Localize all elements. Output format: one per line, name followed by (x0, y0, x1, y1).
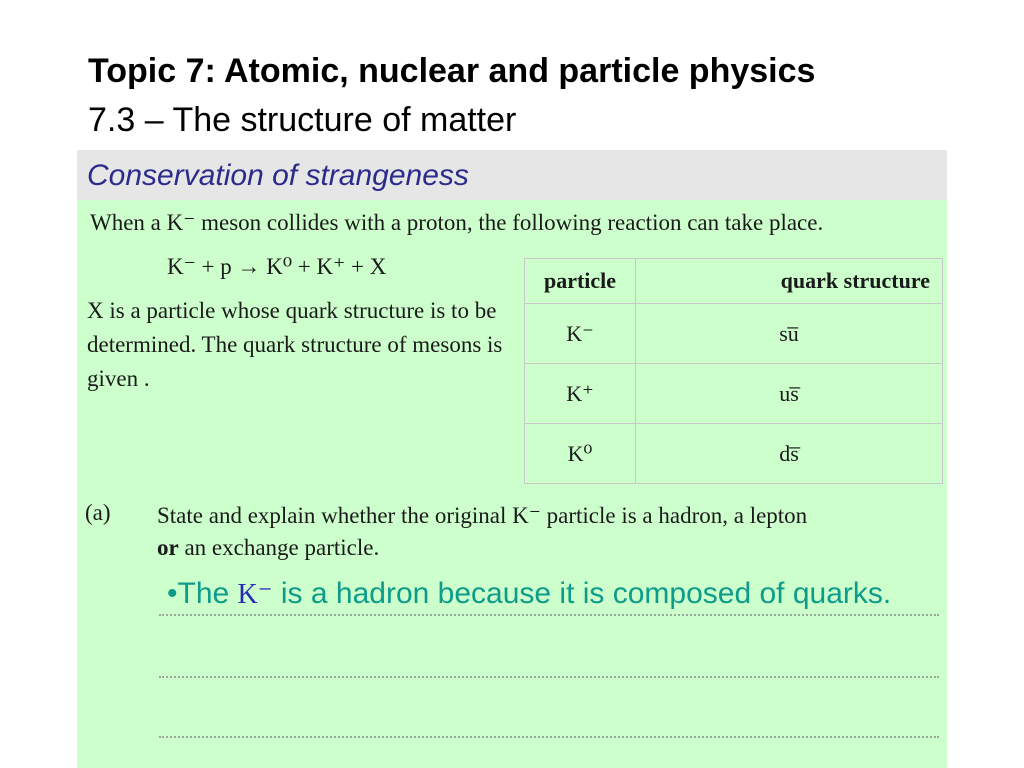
quark-structure-table (524, 258, 943, 484)
section-title: Conservation of strangeness (87, 159, 469, 192)
answer-line[interactable] (159, 676, 939, 678)
table-header-row (525, 259, 943, 304)
question-text (157, 500, 937, 564)
particle-cell: K⁰ (525, 424, 636, 484)
question-text-part1: State and explain whether the original K⁻ particle is a hadron, a lepton (157, 503, 808, 528)
table-row (525, 364, 943, 424)
quark-cell: su̅ (636, 304, 943, 364)
column-header-quark-structure: quark structure (636, 259, 943, 304)
table-row (525, 304, 943, 364)
question-text-or: or (157, 535, 179, 560)
page-subtitle: 7.3 – The structure of matter (88, 101, 517, 139)
problem-description: X is a particle whose quark structure is to be determined. The quark structure of mesons is given . (87, 298, 503, 391)
problem-panel (77, 200, 947, 768)
answer-pre: The (177, 577, 238, 610)
problem-intro: When a K⁻ meson collides with a proton, the following reaction can take place. (90, 210, 824, 235)
particle-cell: K⁺ (525, 364, 636, 424)
table-row (525, 424, 943, 484)
answer-post: is a hadron because it is composed of quarks. (272, 577, 892, 610)
particle-cell: K⁻ (525, 304, 636, 364)
section-header (77, 150, 947, 200)
quark-cell: us̅ (636, 364, 943, 424)
question-text-part2: an exchange particle. (178, 535, 380, 560)
reaction-equation: K⁻ + p → K⁰ + K⁺ + X (167, 254, 387, 279)
answer-line[interactable] (159, 614, 939, 616)
column-header-particle: particle (525, 259, 636, 304)
answer-text (167, 574, 897, 615)
answer-symbol: K⁻ (237, 579, 273, 610)
question-label: (a) (85, 500, 111, 525)
bullet-icon: • (167, 577, 178, 610)
quark-cell: ds̅ (636, 424, 943, 484)
page-title: Topic 7: Atomic, nuclear and particle physics (88, 52, 816, 90)
answer-line[interactable] (159, 736, 939, 738)
